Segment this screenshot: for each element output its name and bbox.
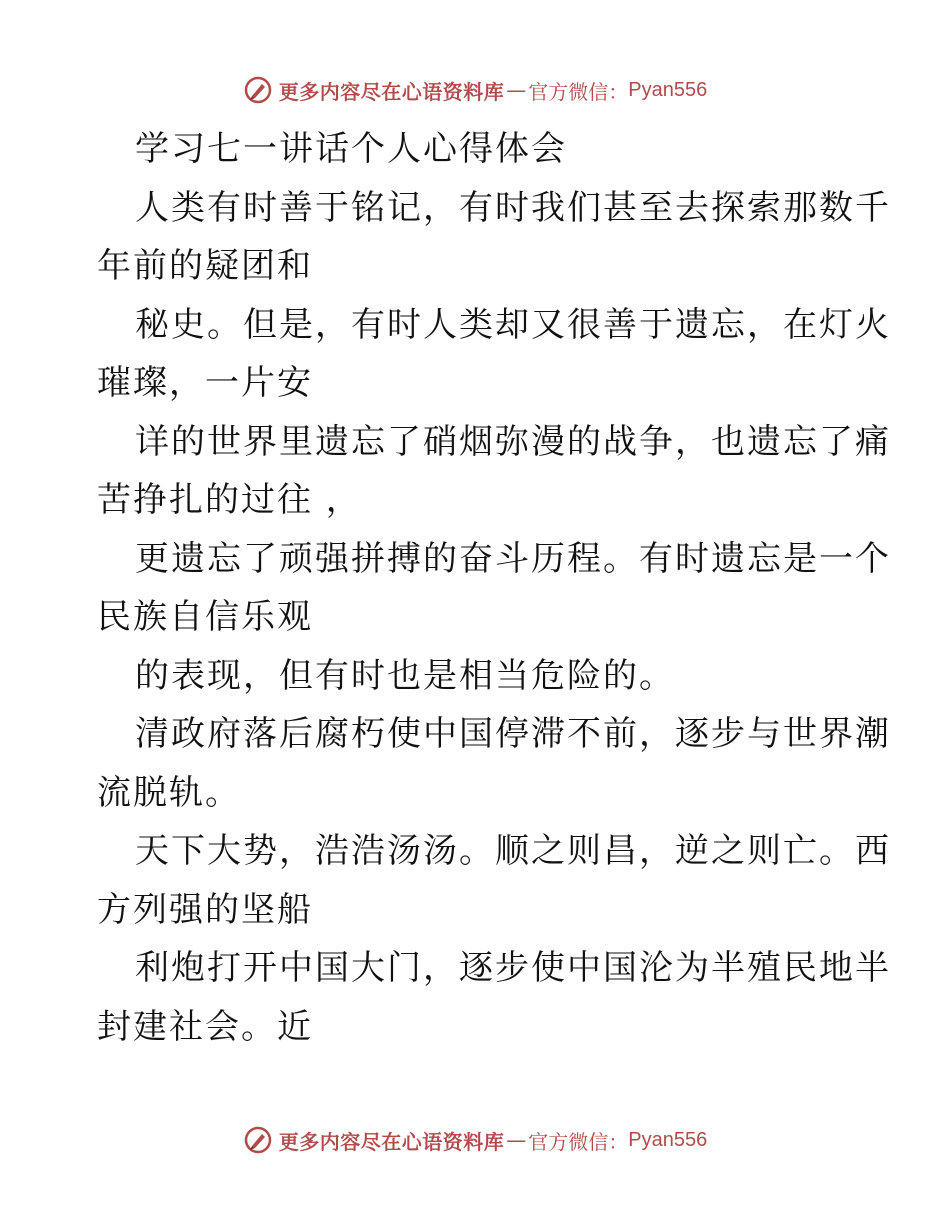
footer-wechat-label: 官方微信： — [528, 1129, 629, 1154]
footer-banner — [0, 1120, 950, 1160]
pen-logo-icon — [243, 75, 273, 105]
text-line: 秘史。但是，有时人类却又很善于遗忘，在灯火 — [135, 304, 891, 345]
text-line: 民族自信乐观 — [97, 597, 313, 637]
text-line: 流脱轨。 — [97, 772, 241, 813]
text-line: 封建社会。近 — [97, 1006, 313, 1047]
text-line: 年前的疑团和 — [97, 246, 313, 286]
document-body — [97, 120, 891, 1056]
text-line: 清政府落后腐朽使中国停滞不前，逐步与世界潮 — [135, 714, 891, 754]
header-wechat-id: Pyan556 — [628, 78, 708, 101]
header-site-text: 更多内容尽在心语资料库 — [278, 79, 505, 104]
document-title: 学习七一讲话个人心得体会 — [135, 129, 567, 169]
text-line: 人类有时善于铭记，有时我们甚至去探索那数千 — [135, 187, 891, 228]
header-banner — [0, 70, 950, 110]
text-line: 苦挣扎的过往 ， — [97, 480, 362, 520]
pen-logo-icon — [243, 1125, 273, 1155]
text-line: 璀璨，一片安 — [97, 363, 313, 403]
text-line: 的表现，但有时也是相当危险的。 — [135, 655, 675, 696]
footer-separator: — — [506, 1128, 527, 1152]
footer-site-text: 更多内容尽在心语资料库 — [278, 1129, 505, 1154]
text-line: 天下大势，浩浩汤汤。顺之则昌，逆之则亡。西 — [135, 831, 891, 871]
text-line: 更遗忘了顽强拼搏的奋斗历程。有时遗忘是一个 — [135, 538, 891, 579]
text-line: 利炮打开中国大门，逐步使中国沦为半殖民地半 — [135, 948, 891, 988]
text-line: 方列强的坚船 — [97, 889, 313, 930]
text-line: 详的世界里遗忘了硝烟弥漫的战争，也遗忘了痛 — [135, 421, 891, 462]
header-wechat-label: 官方微信： — [528, 79, 629, 104]
footer-wechat-id: Pyan556 — [628, 1128, 708, 1151]
header-separator: — — [506, 78, 527, 102]
